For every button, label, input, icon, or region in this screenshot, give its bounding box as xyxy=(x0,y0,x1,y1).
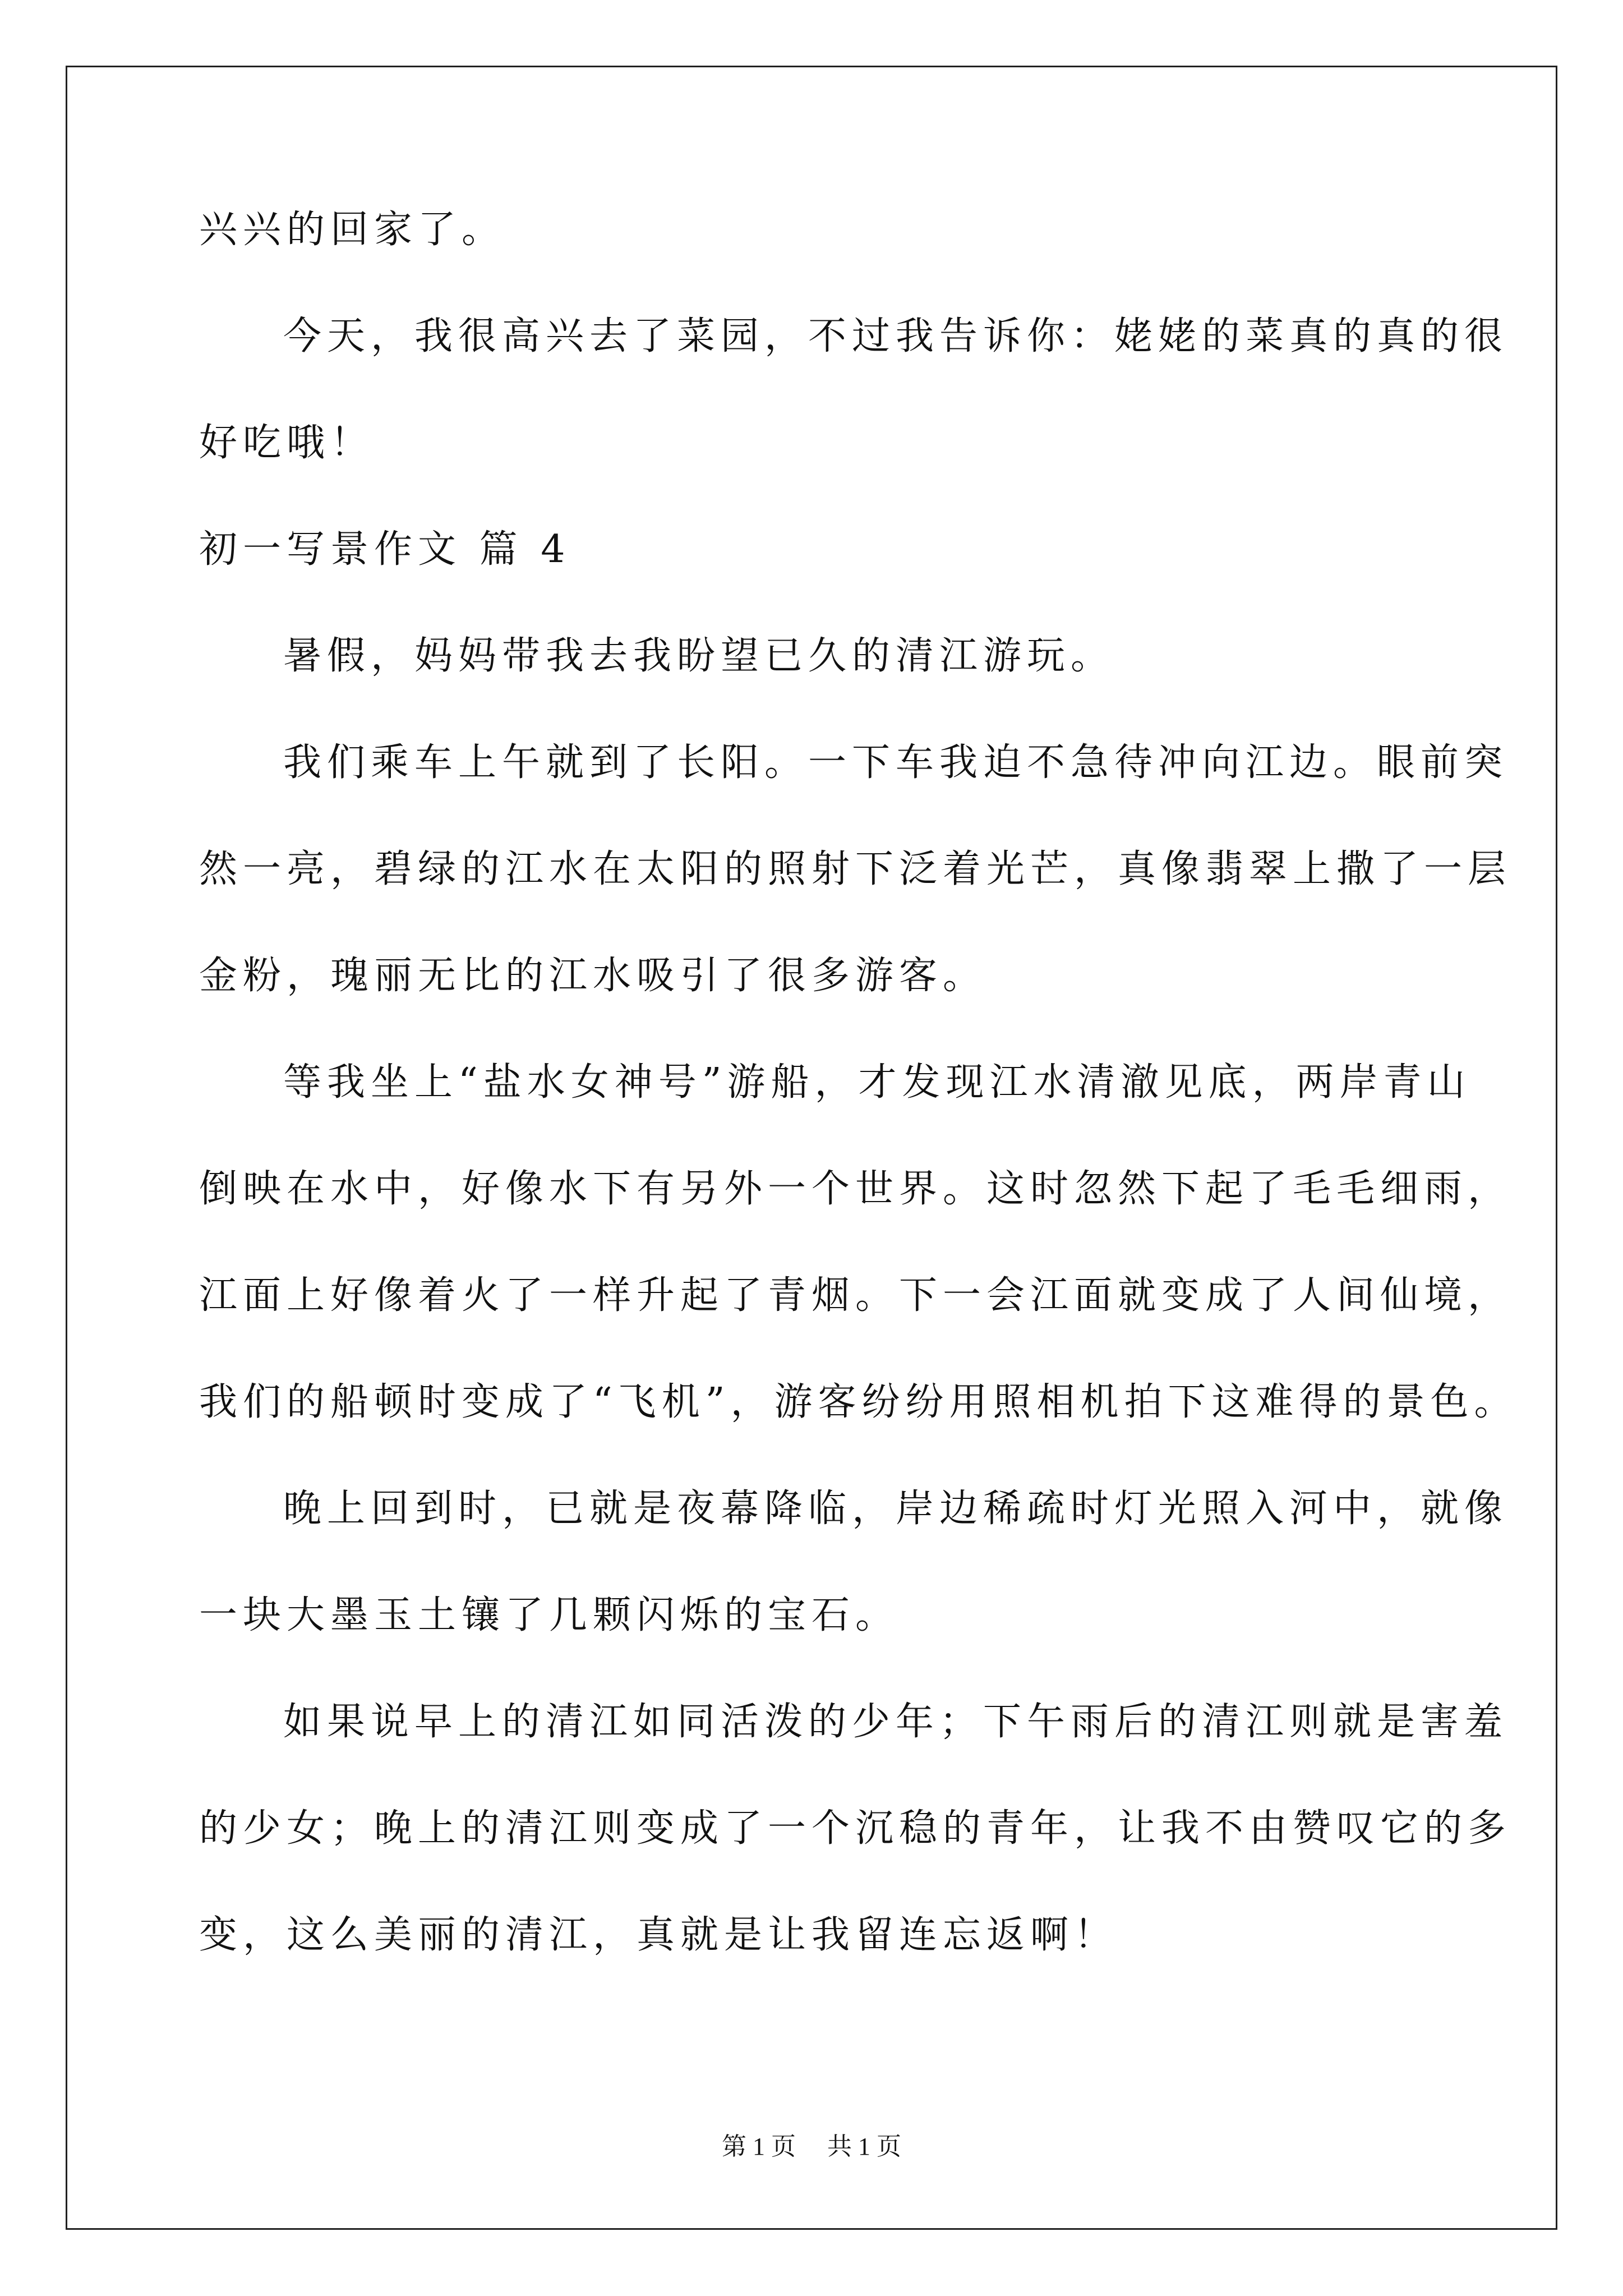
text-line-1: 兴兴的回家了。 xyxy=(199,208,506,252)
text-line-6: 我们乘车上午就到了长阳。一下车我迫不急待冲向江边。眼前突 xyxy=(283,740,1509,785)
text-line-12: 我们的船顿时变成了“飞机”，游客纷纷用照相机拍下这难得的景色。 xyxy=(199,1380,1518,1424)
text-line-13: 晚上回到时，已就是夜幕降临，岸边稀疏时灯光照入河中，就像 xyxy=(283,1487,1509,1531)
text-line-16: 的少女；晚上的清江则变成了一个沉稳的青年，让我不由赞叹它的多 xyxy=(199,1806,1512,1851)
section-heading: 初一写景作文 篇 4 xyxy=(199,527,571,572)
text-line-14: 一块大墨玉土镶了几颗闪烁的宝石。 xyxy=(199,1593,900,1637)
text-line-11: 江面上好像着火了一样升起了青烟。下一会江面就变成了人间仙境， xyxy=(199,1273,1512,1318)
text-line-17: 变，这么美丽的清江，真就是让我留连忘返啊！ xyxy=(199,1913,1118,1957)
page-border xyxy=(66,66,1557,2230)
page-footer xyxy=(0,2126,1623,2162)
text-line-2: 今天，我很高兴去了菜园，不过我告诉你：姥姥的菜真的真的很 xyxy=(283,314,1509,358)
text-line-15: 如果说早上的清江如同活泼的少年；下午雨后的清江则就是害羞 xyxy=(283,1700,1509,1744)
text-line-10: 倒映在水中，好像水下有另外一个世界。这时忽然下起了毛毛细雨， xyxy=(199,1167,1512,1211)
text-line-5: 暑假，妈妈带我去我盼望已久的清江游玩。 xyxy=(283,634,1115,678)
page-total: 共 1 页 xyxy=(827,2133,901,2160)
text-line-8: 金粉，瑰丽无比的江水吸引了很多游客。 xyxy=(199,954,987,998)
text-line-7: 然一亮，碧绿的江水在太阳的照射下泛着光芒，真像翡翠上撒了一层 xyxy=(199,847,1512,891)
text-line-9: 等我坐上“盐水女神号”游船，才发现江水清澈见底，两岸青山 xyxy=(283,1060,1471,1105)
text-line-3: 好吃哦！ xyxy=(199,421,375,465)
page-number: 第 1 页 xyxy=(722,2133,796,2160)
